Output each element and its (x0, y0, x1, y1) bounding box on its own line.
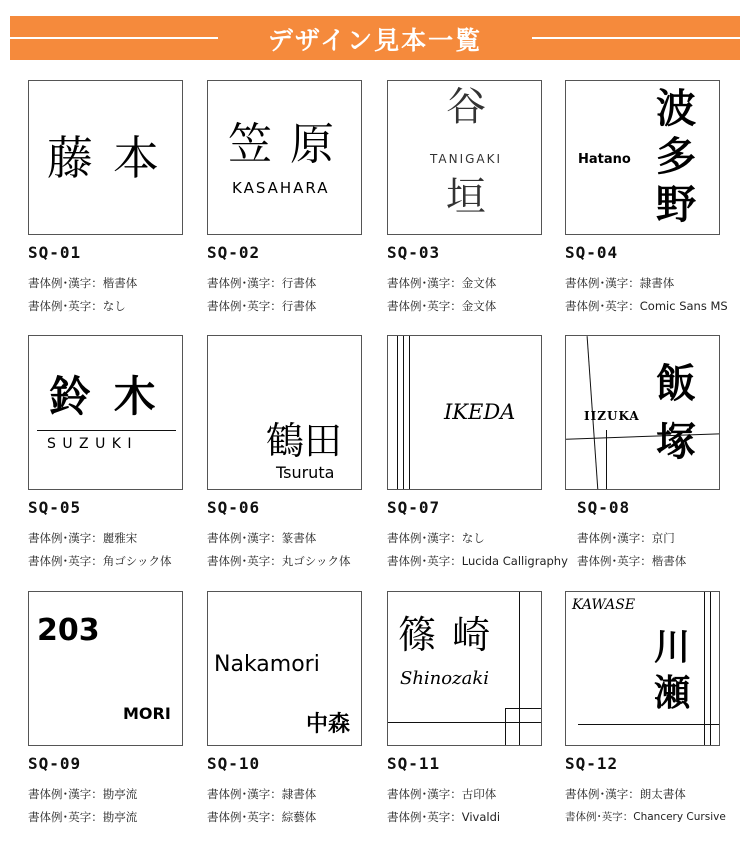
sample-kanji: 笠 原 (228, 119, 336, 170)
divider-line (37, 430, 176, 431)
english-font-spec: 書体例･英字：勘亭流 (28, 810, 138, 824)
nameplate-sample (387, 335, 542, 490)
sample-card-sq-05[interactable] (28, 335, 213, 575)
border-line (578, 724, 720, 725)
kanji-font-spec: 書体例･漢字：金文体 (387, 276, 497, 290)
sample-kanji: 中森 (306, 712, 351, 737)
sample-code: SQ-09 (28, 754, 82, 773)
nameplate-sample (207, 80, 362, 235)
english-font-spec: 書体例･英字：行書体 (207, 299, 317, 313)
sample-kanji: 本 (113, 131, 159, 185)
english-font-spec: 書体例･英字：丸ゴシック体 (207, 554, 351, 568)
kanji-font-spec: 書体例･漢字：隷書体 (207, 787, 317, 801)
kanji-font-spec: 書体例･漢字：古印体 (387, 787, 497, 801)
sample-english: KAWASE (572, 597, 636, 613)
sample-code: SQ-01 (28, 243, 82, 262)
sample-kanji: 瀬 (654, 673, 691, 714)
sample-code: SQ-12 (565, 754, 619, 773)
nameplate-sample (207, 591, 362, 746)
sample-kanji: 垣 (446, 174, 486, 220)
kanji-font-spec: 書体例･漢字：朗太書体 (565, 787, 686, 801)
border-line (606, 430, 607, 490)
english-font-spec: 書体例･英字：角ゴシック体 (28, 554, 172, 568)
sample-kanji: 鈴 木 (49, 372, 160, 421)
nameplate-sample (565, 335, 720, 490)
border-line (388, 722, 542, 723)
nameplate-sample (387, 591, 542, 746)
sample-code: SQ-11 (387, 754, 441, 773)
nameplate-sample (28, 335, 183, 490)
sample-english: MORI (123, 704, 171, 723)
border-line (403, 336, 404, 490)
sample-code: SQ-07 (387, 498, 441, 517)
sample-english: IIZUKA (584, 409, 640, 423)
sample-card-sq-01[interactable] (28, 80, 213, 320)
border-line (397, 336, 398, 490)
sample-kanji: 塚 (656, 419, 696, 465)
sample-card-sq-03[interactable] (387, 80, 572, 320)
sample-code: SQ-04 (565, 243, 619, 262)
english-font-spec: 書体例･英字：綜藝体 (207, 810, 317, 824)
border-line (704, 592, 705, 746)
sample-card-sq-04[interactable] (565, 80, 750, 320)
kanji-font-spec: 書体例･漢字：麗雅宋 (28, 531, 138, 545)
kanji-font-spec: 書体例･漢字：篆書体 (207, 531, 317, 545)
sample-code: SQ-10 (207, 754, 261, 773)
english-font-spec: 書体例･英字：金文体 (387, 299, 497, 313)
border-line (505, 708, 506, 746)
sample-kanji: 飯 (656, 361, 696, 407)
sample-english: Shinozaki (400, 668, 489, 689)
sample-card-sq-07[interactable] (387, 335, 572, 575)
sample-english: Tsuruta (276, 463, 335, 482)
border-line (710, 592, 711, 746)
sample-card-sq-09[interactable] (28, 591, 213, 831)
nameplate-sample (28, 80, 183, 235)
sample-code: SQ-03 (387, 243, 441, 262)
header-banner (10, 16, 740, 60)
nameplate-sample (565, 80, 720, 235)
border-line (505, 708, 542, 709)
sample-code: SQ-05 (28, 498, 82, 517)
sample-kanji: 川 (654, 627, 691, 668)
sample-kanji: 波 (656, 86, 696, 132)
nameplate-sample (207, 335, 362, 490)
sample-card-sq-11[interactable] (387, 591, 572, 831)
english-font-spec: 書体例･英字：Chancery Cursive (565, 811, 726, 823)
nameplate-sample (387, 80, 542, 235)
sample-english: Hatano (578, 152, 631, 167)
kanji-font-spec: 書体例･漢字：なし (387, 531, 485, 545)
nameplate-sample (28, 591, 183, 746)
sample-number: 203 (37, 613, 100, 648)
nameplate-sample (565, 591, 720, 746)
english-font-spec: 書体例･英字：楷書体 (577, 554, 687, 568)
english-font-spec: 書体例･英字：Lucida Calligraphy (387, 554, 568, 568)
sample-card-sq-12[interactable] (565, 591, 750, 831)
sample-english: KASAHARA (232, 179, 330, 197)
sample-card-sq-02[interactable] (207, 80, 392, 320)
sample-kanji: 篠 崎 (398, 613, 493, 657)
english-font-spec: 書体例･英字：なし (28, 299, 126, 313)
sample-kanji: 多 (656, 134, 696, 180)
sample-kanji: 鶴田 (266, 419, 343, 463)
border-line (409, 336, 410, 490)
sample-kanji: 谷 (446, 84, 486, 130)
english-font-spec: 書体例･英字：Vivaldi (387, 810, 501, 824)
sample-english: TANIGAKI (430, 152, 503, 166)
sample-english: IKEDA (444, 400, 516, 424)
sample-card-sq-06[interactable] (207, 335, 392, 575)
kanji-font-spec: 書体例･漢字：隷書体 (565, 276, 675, 290)
sample-card-sq-10[interactable] (207, 591, 392, 831)
sample-english: Nakamori (214, 652, 320, 677)
sample-card-sq-08[interactable] (565, 335, 750, 575)
kanji-font-spec: 書体例･漢字：勘亭流 (28, 787, 138, 801)
sample-code: SQ-08 (577, 498, 631, 517)
english-font-spec: 書体例･英字：Comic Sans MS (565, 299, 728, 313)
kanji-font-spec: 書体例･漢字：行書体 (207, 276, 317, 290)
kanji-font-spec: 書体例･漢字：京门 (577, 531, 675, 545)
kanji-font-spec: 書体例･漢字：楷書体 (28, 276, 138, 290)
sample-code: SQ-02 (207, 243, 261, 262)
banner-line-right (532, 37, 740, 39)
border-line (566, 433, 720, 439)
page-title: デザイン見本一覧 (267, 26, 483, 55)
sample-kanji: 野 (656, 182, 696, 228)
sample-kanji: 藤 (47, 131, 93, 185)
sample-english: S U Z U K I (47, 436, 133, 452)
sample-code: SQ-06 (207, 498, 261, 517)
